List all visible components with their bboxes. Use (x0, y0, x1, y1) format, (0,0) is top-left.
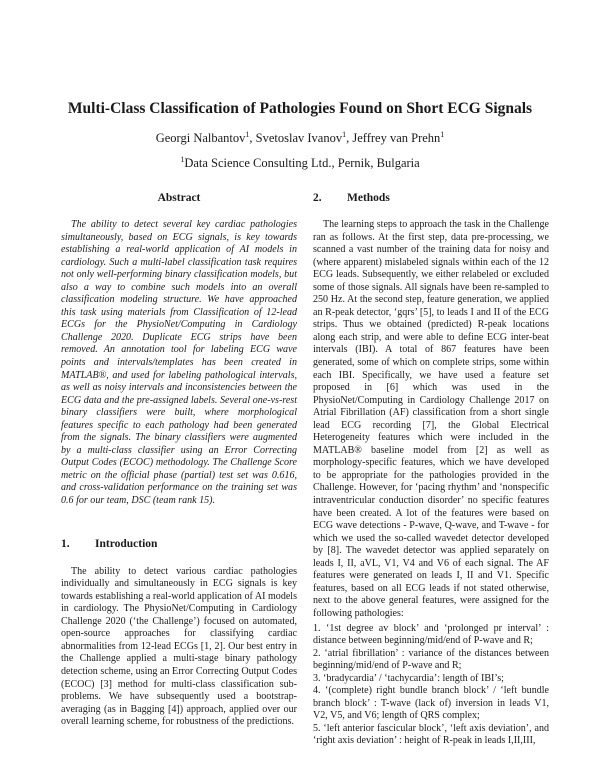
section-title: Introduction (95, 537, 158, 550)
introduction-heading (61, 536, 297, 552)
affiliation-marker: 1 (440, 129, 445, 139)
affiliation-marker: 1 (180, 154, 185, 164)
section-number: 1. (61, 537, 70, 550)
list-item: 5. ‘left anterior fascicular block’, ‘left axis deviation’, and ‘right axis deviation’ : height of R-peak in leads I,II,III, (313, 722, 549, 747)
pathology-list (313, 623, 549, 748)
right-column (313, 190, 549, 748)
abstract-heading: Abstract (157, 192, 201, 204)
author-list (0, 131, 600, 146)
list-item: 2. ‘atrial fibrillation’ : variance of the distances between beginning/mid/end of P-wave and R; (313, 647, 549, 672)
introduction-text: The ability to detect various cardiac pathologies individually and simultaneously in ECG signals is key towards establishing a real-world application of AI models in cardiology. The PhysioNet/Computing in Cardiology Challenge 2020 (‘the Challenge’) focused on automated, open-source approaches for classifying cardiac abnormalities from 12-lead ECGs [1, 2]. Our best entry in the Challenge applied a multi-stage binary pathology detection scheme, using an Error Correcting Output Codes (ECOC) [3] method for multi-class classification sub-problems. We have subsequently used a bootstrap-averaging (as in Bagging [4]) approach, applied over our overall learning scheme, for robustness of the predictions. (61, 565, 297, 728)
abstract-text: The ability to detect several key cardiac pathologies simultaneously, based on ECG signals, is key towards establishing a real-world application of AI models in cardiology. Such a multi-label classification task requires not only well-performing binary classification models, but also a way to combine such models into an overall classification modeling structure. We have approached this task using materials from Classification of 12-lead ECGs for the PhysioNet/Computing in Cardiology Challenge 2020. Duplicate ECG strips have been removed. An annotation tool for labeling ECG wave points and intervals/templates has been created in MATLAB®, and used for labeling pathological intervals, as well as noisy intervals and inconsistencies between the ECG data and the pre-assigned labels. Several one-vs-rest binary classifiers were built, where morphological features specific to each pathology had been generated from the signals. The binary classifiers were augmented by a multi-class classifier using an Error Correcting Output Codes (ECOC) methodology. The Challenge Score metric on the official phase (partial) test set was 0.616, and cross-validation performance on the training set was 0.6 for our team, DSC (team rank 15). (61, 219, 297, 507)
methods-text: The learning steps to approach the task in the Challenge ran as follows. At the first step, data pre-processing, we scanned a vast number of the training data for noisy and (where apparent) mislabeled signals within each of the 12 ECG leads. Subsequently, we either relabeled or excluded some of those signals. All signals have been re-sampled to 250 Hz. At the second step, feature generation, we applied an R-peak detector, ‘gqrs’ [5], to leads I and II of the ECG strips. Thus we obtained (predicted) R-peak locations along each strip, and were able to define ECG inter-beat intervals (IBI). A total of 867 features have been generated, some of which on complete strips, some within each IBI. Specifically, we have used a feature set proposed in [6] which was used in the PhysioNet/Computing in Cardiology Challenge 2017 on Atrial Fibrillation (AF) classification from a short single lead ECG recording [7], the Global Electrical Heterogeneity features which were included in the MATLAB® baseline model from [2] as well as morphology-specific features, which we have developed to be appropriate for the pathologies provided in the Challenge. However, for ‘pacing rhythm’ and ‘nonspecific intraventricular conduction disorder’ no specific features have been created. A lot of the features were based on ECG wave detections - P-wave, Q-wave, and T-wave - for which we used the so-called wavedet detector developed by [8]. The wavedet detector was applied separately on leads I, II, aVL, V1, V4 and V6 of each signal. The AF features were generated on leads I, II and V1. Specific features, based on all ECG leads if not stated otherwise, next to the above general features, were assigned for the following pathologies: (313, 219, 549, 619)
author-name: Georgi Nalbantov (155, 131, 246, 145)
affiliation-marker: 1 (245, 129, 250, 139)
methods-heading (313, 190, 549, 206)
paper-title: Multi-Class Classification of Pathologies Found on Short ECG Signals (67, 100, 533, 117)
section-number: 2. (313, 192, 322, 204)
author-name: Svetoslav Ivanov (255, 131, 343, 145)
author-name: Jeffrey van Prehn (352, 131, 441, 145)
list-item: 4. ‘(complete) right bundle branch block’ / ‘left bundle branch block’ : T-wave (lack of) inversion in leads V1, V2, V5, and V6; length of QRS complex; (313, 685, 549, 722)
list-item: 3. ‘bradycardia’ / ‘tachycardia’: length of IBI’s; (313, 672, 504, 684)
list-item: 1. ‘1st degree av block’ and ‘prolonged pr interval’ : distance between beginning/mid/end of P-wave and R; (313, 622, 549, 647)
affiliation (0, 156, 600, 171)
affiliation-marker: 1 (342, 129, 347, 139)
author-separator: , (249, 131, 256, 145)
author-separator: , (346, 131, 353, 145)
section-title: Methods (347, 192, 390, 204)
left-column (61, 190, 297, 729)
affiliation-text: Data Science Consulting Ltd., Pernik, Bulgaria (184, 156, 420, 170)
